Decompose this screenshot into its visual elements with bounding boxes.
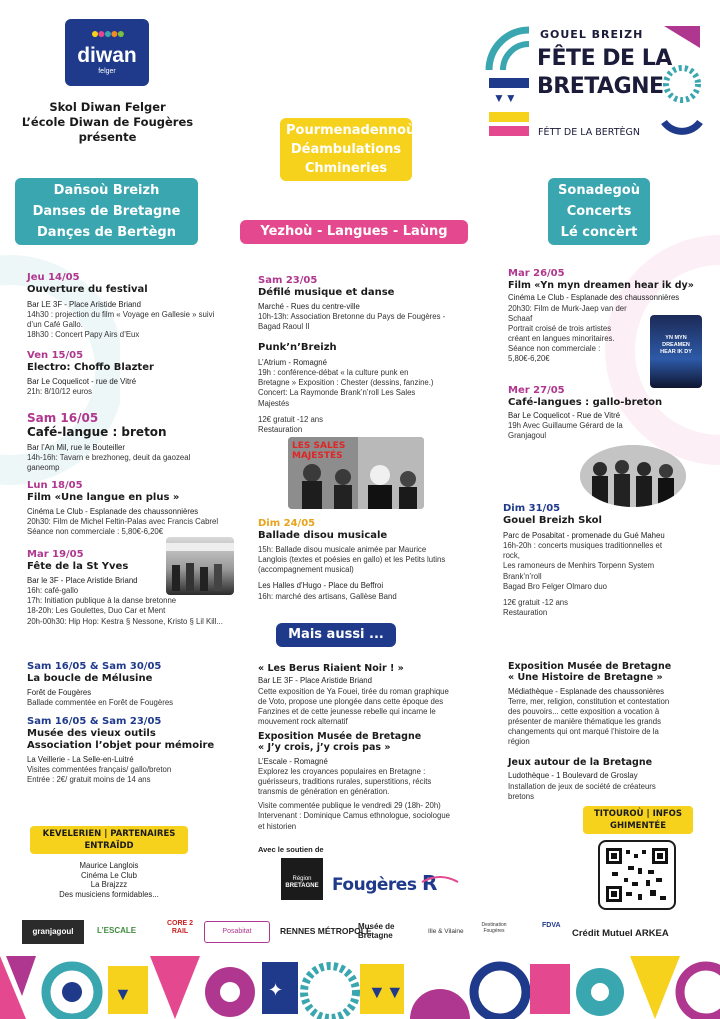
event-title: Musée des vieux outils: [27, 728, 156, 739]
event-date: Sam 16/05 & Sam 30/05: [27, 661, 162, 672]
qr-code-icon: [606, 848, 668, 902]
event-location: Bar Le Coquelicot - Rue de Vitré: [508, 411, 621, 420]
event-line: 15h: Ballade disou musicale animée par Maurice: [258, 545, 427, 554]
event-col2-0: [258, 275, 483, 332]
event-line: 17h: Initiation publique à la danse bretonne: [27, 596, 177, 606]
presenter-line: L’école Diwan de Fougères: [21, 114, 194, 129]
diwan-logo-subtext: felger: [98, 68, 116, 75]
event-location: Parc de Posabitat - promenade du Gué Maheu: [503, 531, 665, 540]
event-line: de Voto, propose une plongée dans cette époque des: [258, 696, 444, 706]
event-line: transmis de génération en génération.: [258, 787, 390, 797]
event-line: Concert: La Raymonde Brank’n’roll Les Sales: [258, 388, 416, 398]
logo-posabitat: Posabitat: [204, 921, 270, 943]
event-line: Entrée : 2€/ gratuit moins de 14 ans: [27, 775, 151, 785]
heading-line: Lé concèrt: [560, 225, 638, 240]
event-line: 19h Avec Guillaume Gérard de la: [508, 421, 623, 431]
event-location: Forêt de Fougères: [27, 688, 92, 697]
event-line: Les ramoneurs de Menhirs Torpenn System: [503, 561, 655, 571]
aussi-col3-1: [508, 757, 708, 802]
event-line: 5,80€-6,20€: [508, 354, 550, 364]
aussi-col1-1: [27, 716, 247, 785]
poster-title: [653, 335, 699, 356]
fete-logo-title2: FÊTE DE LA: [537, 46, 672, 71]
event-line: 19h : conférence-débat « la culture punk en: [258, 368, 409, 378]
event-date: Mar 19/05: [27, 549, 84, 560]
event-line: 20h30: Film de Michel Feltin-Palas avec Francis Cabrel: [27, 517, 219, 527]
infos-heading: [583, 806, 693, 834]
event-col2-2: [258, 518, 488, 602]
event-title: « Une Histoire de Bretagne »: [508, 672, 663, 684]
event-date: Sam 23/05: [258, 275, 318, 286]
event-line: présenter de manière thématique les grands: [508, 717, 661, 727]
event-title: Punk’n’Breizh: [258, 342, 337, 353]
event-col1-3: [27, 480, 257, 537]
st-yves-photo: [166, 537, 234, 595]
logo-arcs-icon: [485, 22, 533, 152]
mais-aussi-heading: Mais aussi ...: [276, 623, 396, 647]
deambulations-heading: [280, 118, 416, 181]
event-line: des pouvoirs... cette exposition a vocation à: [508, 707, 660, 717]
event-line: 18-20h: Les Goulettes, Duo Car et Ment: [27, 606, 166, 616]
presenter-line: présente: [78, 129, 137, 144]
event-line: Fanzines et de cette jeunesse rebelle qui incarne le: [258, 706, 436, 716]
svg-text:▼▼: ▼▼: [368, 982, 404, 1002]
logo-escale: L’ESCALE: [97, 926, 137, 935]
svg-text:▼▼: ▼▼: [493, 91, 517, 105]
event-date: Ven 15/05: [27, 350, 84, 361]
fete-logo-title3: BRETAGNE: [537, 74, 664, 99]
heading-line: Déambulations: [290, 142, 402, 157]
event-line: changements qui ont marqué l’histoire de la: [508, 727, 659, 737]
event-title: Ouverture du festival: [27, 284, 148, 295]
event-location: Bar Le Coquelicot - rue de Vitré: [27, 377, 137, 386]
logo-core2rail: CORE 2 RAIL: [166, 920, 194, 935]
event-date: Sam 16/05: [27, 411, 99, 425]
event-location: Médiathèque - Esplanade des chaussonières: [508, 686, 665, 696]
event-line: 18h30 : Concert Papy Airs d’Eux: [27, 330, 140, 340]
event-title: « J’y crois, j’y crois pas »: [258, 742, 391, 754]
event-line: 14h-16h: Tavarn e brezhoneg, deuit da gaozeal: [27, 452, 191, 462]
event-line: 20h-00h30: Hip Hop: Kestra § Nessone, Kristo § Lil Kill...: [27, 616, 223, 626]
event-col2-1: [258, 342, 483, 435]
event-title: Electro: Choffo Blazter: [27, 362, 154, 373]
event-line: 12€ gratuit -12 ans: [258, 414, 324, 424]
event-line: Cette exposition de Ya Fouei, tirée du roman graphique: [258, 686, 449, 696]
event-line: 16h-20h : concerts musiques traditionnelles et: [503, 541, 663, 551]
svg-text:▼: ▼: [114, 984, 132, 1004]
event-title: Ballade disou musicale: [258, 530, 388, 541]
event-line: 14h30 : projection du film « Voyage en Gallesie » suivi: [27, 310, 215, 320]
event-location: L’Atrium - Romagné: [258, 358, 327, 367]
heading-line: KEVELERIEN | PARTENAIRES: [42, 829, 176, 839]
event-title: Gouel Breizh Skol: [503, 515, 602, 526]
event-line: Granjagoul: [508, 431, 547, 441]
fete-logo-title1: GOUEL BREIZH: [540, 28, 644, 41]
heading-line: Danses de Bretagne: [32, 204, 181, 219]
poster-line: DREAMEN: [662, 342, 690, 348]
event-location: Cinéma Le Club - Esplanade des chaussonnières: [508, 293, 680, 303]
partner-name: Maurice Langlois: [79, 861, 139, 870]
concerts-heading: [548, 178, 650, 245]
event-line: Bagad Raoul II: [258, 322, 310, 332]
presenter-line: Skol Diwan Felger: [49, 100, 166, 114]
event-line: Majestés: [258, 398, 290, 408]
event-line: Séance non commerciale : 5,80€-6,20€: [27, 527, 164, 537]
diwan-logo-text: diwan: [77, 44, 137, 67]
event-line: Restauration: [258, 424, 303, 434]
event-title: Exposition Musée de Bretagne: [508, 661, 672, 672]
film-poster: [650, 315, 702, 388]
svg-text:R: R: [422, 871, 438, 895]
logo-destination-fougeres: Destination Fougères: [481, 922, 507, 934]
fougeres-logo: Fougères: [332, 875, 417, 895]
event-location: Ludothèque - 1 Boulevard de Groslay: [508, 771, 638, 781]
region-bretagne-logo: [281, 858, 323, 900]
event-col1-0: [27, 272, 257, 341]
heading-line: Concerts: [566, 204, 632, 219]
event-title: La boucle de Mélusine: [27, 673, 153, 684]
event-date: Jeu 14/05: [27, 272, 80, 283]
heading-line: Pourmenadennoù: [286, 123, 416, 138]
event-location: Les Halles d’Hugo - Place du Beffroi: [258, 581, 384, 591]
fete-bretagne-logo: [485, 22, 705, 152]
event-date: Mar 26/05: [508, 268, 565, 279]
partner-name: Des musiciens formidables...: [59, 890, 159, 900]
event-line: et historien: [258, 821, 297, 831]
event-line: Explorez les croyances populaires en Bretagne :: [258, 766, 426, 776]
event-location: La Veillerie - La Selle-en-Luitré: [27, 755, 134, 764]
event-line: Brank’n’roll: [503, 571, 542, 581]
event-line: Restauration: [503, 607, 548, 617]
event-line: Installation de jeux de société de créateurs: [508, 781, 656, 791]
event-line: 20h30: Film de Murk-Jaep van der: [508, 303, 627, 313]
presenter-block: [20, 100, 195, 145]
event-col1-2: [27, 411, 257, 473]
bottom-decorative-band: [0, 956, 720, 1019]
partners-list: [30, 861, 188, 900]
event-title: Café-langues : gallo-breton: [508, 397, 663, 408]
event-title: Exposition Musée de Bretagne: [258, 731, 422, 742]
romagne-logo: [420, 868, 460, 898]
aussi-col2-1: [258, 731, 483, 832]
svg-text:✦: ✦: [268, 980, 284, 1000]
event-location: Bar LE 3F - Place Aristide Briand: [27, 300, 141, 309]
aussi-col3-0: [508, 661, 708, 748]
event-col1-1: [27, 350, 257, 397]
heading-line: Chmineries: [304, 161, 388, 176]
event-title: « Les Berus Riaient Noir ! »: [258, 663, 404, 674]
photo-caption: LES SALES MAJESTÉS: [292, 441, 346, 461]
event-line: 10h-13h: Association Bretonne du Pays de Fougères -: [258, 312, 446, 322]
partner-logos-bar: [22, 918, 710, 948]
event-line: Ballade commentée en Forêt de Fougères: [27, 698, 174, 708]
event-line: 16h: marché des artisans, Gallèse Band: [258, 591, 397, 601]
event-line: guérisseurs, traditions rurales, superstitions, récits: [258, 777, 432, 787]
event-date: Sam 16/05 & Sam 23/05: [27, 716, 162, 727]
poster-line: HEAR IK DY: [660, 349, 692, 355]
children-figures-icon: ●●●●●: [90, 25, 124, 41]
sales-majestes-photo: [288, 437, 424, 509]
event-location: Cinéma Le Club - Esplanade des chaussonnières: [27, 507, 199, 516]
fete-logo-title4: FÉTT DE LA BERTÈGN: [538, 127, 640, 138]
logo-granjagoul: granjagoul: [22, 920, 84, 944]
event-date: Mer 27/05: [508, 385, 565, 396]
event-date: Dim 31/05: [503, 503, 561, 514]
event-line: Visites commentées français/ gallo/breton: [27, 765, 172, 775]
heading-line: ENTRAÏDD: [84, 841, 134, 851]
event-line: Schaaf: [508, 313, 533, 323]
event-title: Film «Une langue en plus »: [27, 492, 180, 503]
partner-name: Cinéma Le Club: [81, 870, 137, 880]
event-title: Café-langue : breton: [27, 425, 167, 440]
event-date: Dim 24/05: [258, 518, 316, 529]
aussi-col2-0: [258, 663, 483, 727]
event-line: d’un Café Gallo.: [27, 320, 83, 330]
event-title: Fête de la St Yves: [27, 561, 129, 572]
event-line: bretons: [508, 791, 535, 801]
logo-musee-bretagne: Musée de Bretagne: [358, 922, 395, 940]
heading-line: GHIMENTÉE: [609, 821, 667, 831]
romagne-logo-icon: [420, 868, 460, 898]
logo-text: BRETAGNE: [285, 883, 319, 889]
event-line: (accompagnement musical): [258, 565, 354, 575]
partenaires-heading: [30, 826, 188, 854]
event-line: Langlois (textes et poésies en gallo) et les Petits lutins: [258, 555, 446, 565]
event-line: 16h: café-gallo: [27, 586, 79, 596]
logo-fdva: FDVA: [542, 922, 561, 929]
heading-line: Dançes de Bertègn: [37, 225, 176, 240]
logo-rennes-metropole: RENNES MÉTROPOLE: [280, 926, 372, 936]
event-date: Lun 18/05: [27, 480, 83, 491]
event-location: Marché - Rues du centre-ville: [258, 302, 360, 311]
band-photo: [580, 445, 686, 507]
event-col3-2: [503, 503, 713, 618]
aussi-col1-0: [27, 661, 247, 708]
event-line: Bretagne » Exposition : Chester (dessins, fanzine.): [258, 378, 434, 388]
event-location: Bar l’An Mil, rue le Bouteiller: [27, 442, 125, 452]
event-line: 21h: 8/10/12 euros: [27, 387, 93, 397]
diwan-logo: [65, 19, 149, 86]
heading-line: TITOUROÙ | INFOS: [593, 809, 682, 819]
heading-line: Sonadegoù: [558, 183, 640, 198]
event-col3-1: [508, 385, 708, 441]
heading-line: Dañsoù Breizh: [53, 183, 160, 198]
logo-credit-mutuel-arkea: Crédit Mutuel ARKEA: [572, 928, 669, 939]
event-line: Terre, mer, religion, constitution et contestation: [508, 696, 670, 706]
event-line: mouvement rock alternatif: [258, 716, 348, 726]
event-location: L’Escale - Romagné: [258, 756, 328, 766]
event-line: région: [508, 737, 530, 747]
event-line: Bagad Bro Felger Olmaro duo: [503, 581, 608, 591]
partner-name: La Brajzzz: [90, 880, 128, 890]
event-title: Jeux autour de la Bretagne: [508, 757, 653, 768]
qr-code[interactable]: [598, 840, 676, 910]
danses-heading: [15, 178, 198, 245]
logo-text: Région: [292, 876, 312, 882]
event-title: Défilé musique et danse: [258, 287, 395, 298]
langues-heading: Yezhoù - Langues - Laùng: [240, 220, 468, 244]
soutien-label: Avec le soutien de: [258, 845, 324, 854]
event-title: Film «Yn myn dreamen hear ik dy»: [508, 280, 694, 291]
event-line: Visite commentée publique le vendredi 29 (18h- 20h): [258, 801, 441, 811]
event-location: Bar le 3F - Place Aristide Briand: [27, 576, 138, 585]
event-line: ganeomp: [27, 463, 60, 473]
event-line: Portrait croisé de trois artistes: [508, 323, 612, 333]
event-location: Bar LE 3F - Place Aristide Briand: [258, 676, 372, 686]
event-line: 12€ gratuit -12 ans: [503, 597, 569, 607]
event-line: créant en langues minoritaires.: [508, 333, 615, 343]
event-line: Séance non commerciale :: [508, 344, 601, 354]
logo-sun-icon: [660, 22, 705, 152]
logo-ille-vilaine: Ille & Vilaine: [428, 928, 464, 935]
poster-line: YN MYN: [665, 335, 687, 341]
event-line: Intervenant : Dominique Camus ethnologue, sociologue: [258, 811, 451, 821]
event-line: rock,: [503, 551, 520, 561]
event-title: Association l’objet pour mémoire: [27, 740, 215, 751]
